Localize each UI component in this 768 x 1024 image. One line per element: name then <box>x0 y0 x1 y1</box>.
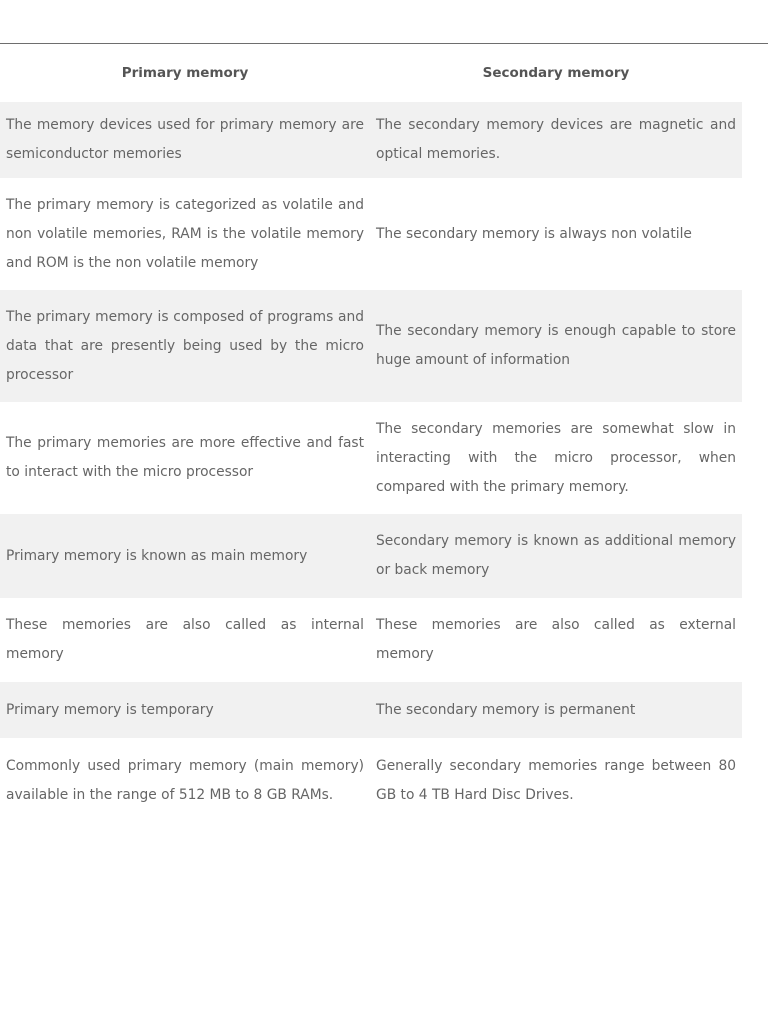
primary-cell: The primary memory is categorized as volatile and non volatile memories, RAM is the volatile memory and ROM is the non volatile memory <box>6 196 364 271</box>
secondary-cell: The secondary memory is enough capable to store huge amount of information <box>370 290 742 402</box>
primary-cell: Primary memory is temporary <box>0 682 370 738</box>
secondary-cell: The secondary memories are somewhat slow in interacting with the micro processor, when compared with the primary memory. <box>376 420 736 495</box>
table-row <box>0 402 742 514</box>
table-row <box>0 290 742 402</box>
header-primary-memory: Primary memory <box>121 65 249 81</box>
table-header <box>0 44 742 102</box>
secondary-cell: The secondary memory is always non volatile <box>376 225 692 242</box>
table-body <box>0 102 742 824</box>
table-row <box>0 598 742 682</box>
table-row <box>0 514 742 598</box>
secondary-cell: Generally secondary memories range between 80 GB to 4 TB Hard Disc Drives. <box>376 758 736 803</box>
header-secondary-memory: Secondary memory <box>482 65 630 81</box>
primary-cell: These memories are also called as internal memory <box>6 617 364 662</box>
primary-cell: The primary memory is composed of programs and data that are presently being used by the micro processor <box>0 290 370 402</box>
header-row <box>0 44 742 102</box>
primary-cell: Commonly used primary memory (main memory) available in the range of 512 MB to 8 GB RAMs. <box>6 758 364 803</box>
secondary-cell: The secondary memory is permanent <box>370 682 742 738</box>
table-row <box>0 102 742 178</box>
secondary-cell: Secondary memory is known as additional memory or back memory <box>370 514 742 598</box>
secondary-cell: The secondary memory devices are magnetic and optical memories. <box>370 102 742 178</box>
primary-cell: The primary memories are more effective and fast to interact with the micro processor <box>6 435 364 480</box>
table-row <box>0 178 742 290</box>
memory-comparison-table <box>0 44 742 824</box>
secondary-cell: These memories are also called as external memory <box>376 617 736 662</box>
table-row <box>0 682 742 738</box>
primary-cell: Primary memory is known as main memory <box>0 514 370 598</box>
table-row <box>0 738 742 824</box>
primary-cell: The memory devices used for primary memory are semiconductor memories <box>0 102 370 178</box>
